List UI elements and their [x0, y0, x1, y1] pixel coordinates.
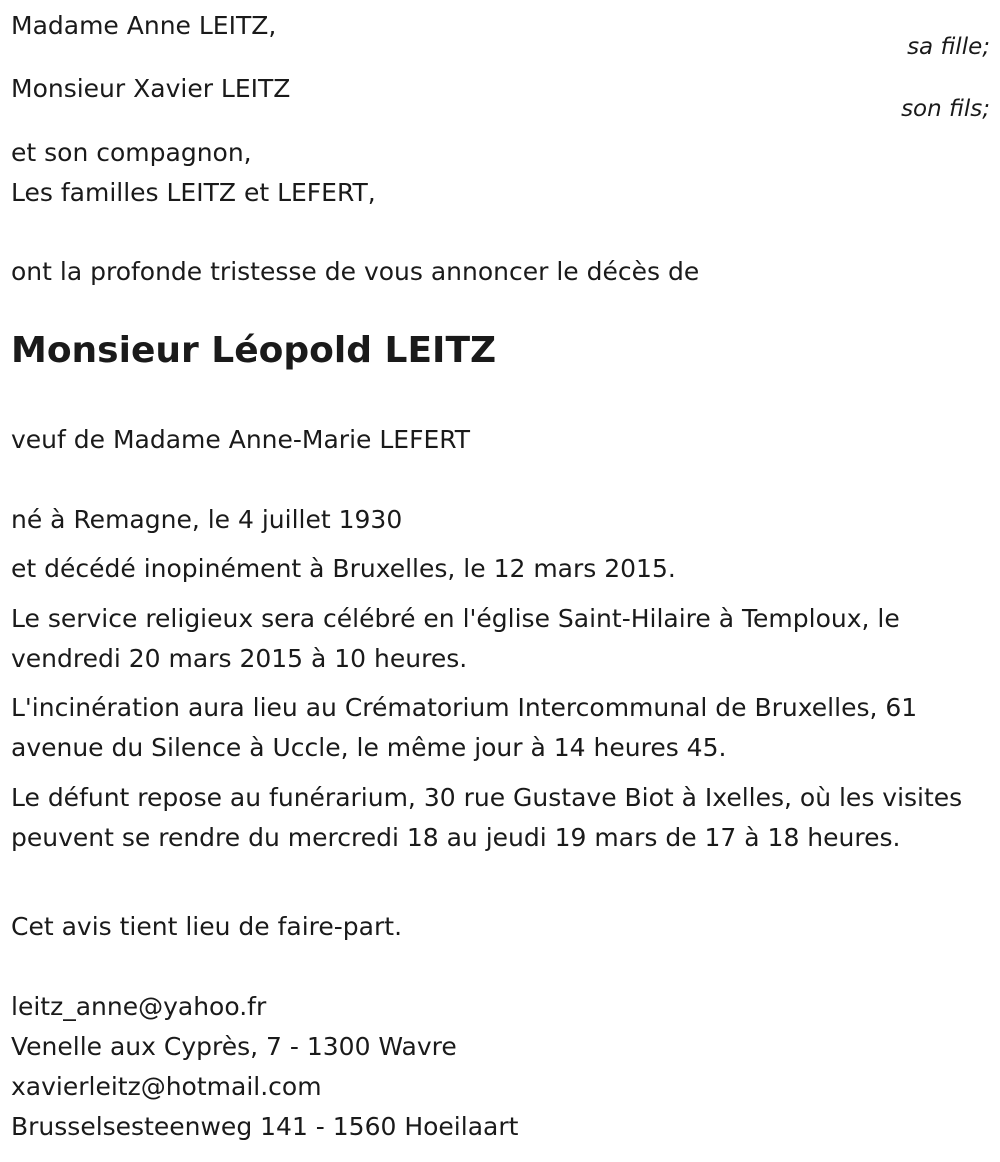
son-relation: son fils; [901, 96, 990, 122]
death-line: et décédé inopinément à Bruxelles, le 12 mars 2015. [11, 554, 676, 583]
cremation-paragraph: L'incinération aura lieu au Crématorium Intercommunal de Bruxelles, 61 avenue du Silence à Uccle, le même jour à 14 heures 45. [11, 693, 918, 762]
deceased-name: Monsieur Léopold LEITZ [11, 330, 497, 371]
daughter-name: Madame Anne LEITZ, [11, 11, 277, 40]
address-xavier: Brusselsesteenweg 141 - 1560 Hoeilaart [11, 1112, 519, 1141]
email-xavier: xavierleitz@hotmail.com [11, 1072, 322, 1101]
companion-line: et son compagnon, [11, 138, 252, 167]
service-paragraph: Le service religieux sera célébré en l'église Saint-Hilaire à Temploux, le vendredi 20 mars 2015 à 10 heures. [11, 604, 900, 673]
visits-paragraph: Le défunt repose au funérarium, 30 rue Gustave Biot à Ixelles, où les visites peuvent se rendre du mercredi 18 au jeudi 19 mars de 17 à 18 heures. [11, 783, 963, 852]
daughter-relation: sa fille; [907, 34, 990, 60]
families-line: Les familles LEITZ et LEFERT, [11, 178, 376, 207]
announcement-line: ont la profonde tristesse de vous annoncer le décès de [11, 257, 700, 286]
widower-line: veuf de Madame Anne-Marie LEFERT [11, 425, 471, 454]
son-name: Monsieur Xavier LEITZ [11, 74, 291, 103]
notice-line: Cet avis tient lieu de faire-part. [11, 912, 403, 941]
birth-line: né à Remagne, le 4 juillet 1930 [11, 505, 403, 534]
email-anne: leitz_anne@yahoo.fr [11, 992, 267, 1021]
address-anne: Venelle aux Cyprès, 7 - 1300 Wavre [11, 1032, 457, 1061]
